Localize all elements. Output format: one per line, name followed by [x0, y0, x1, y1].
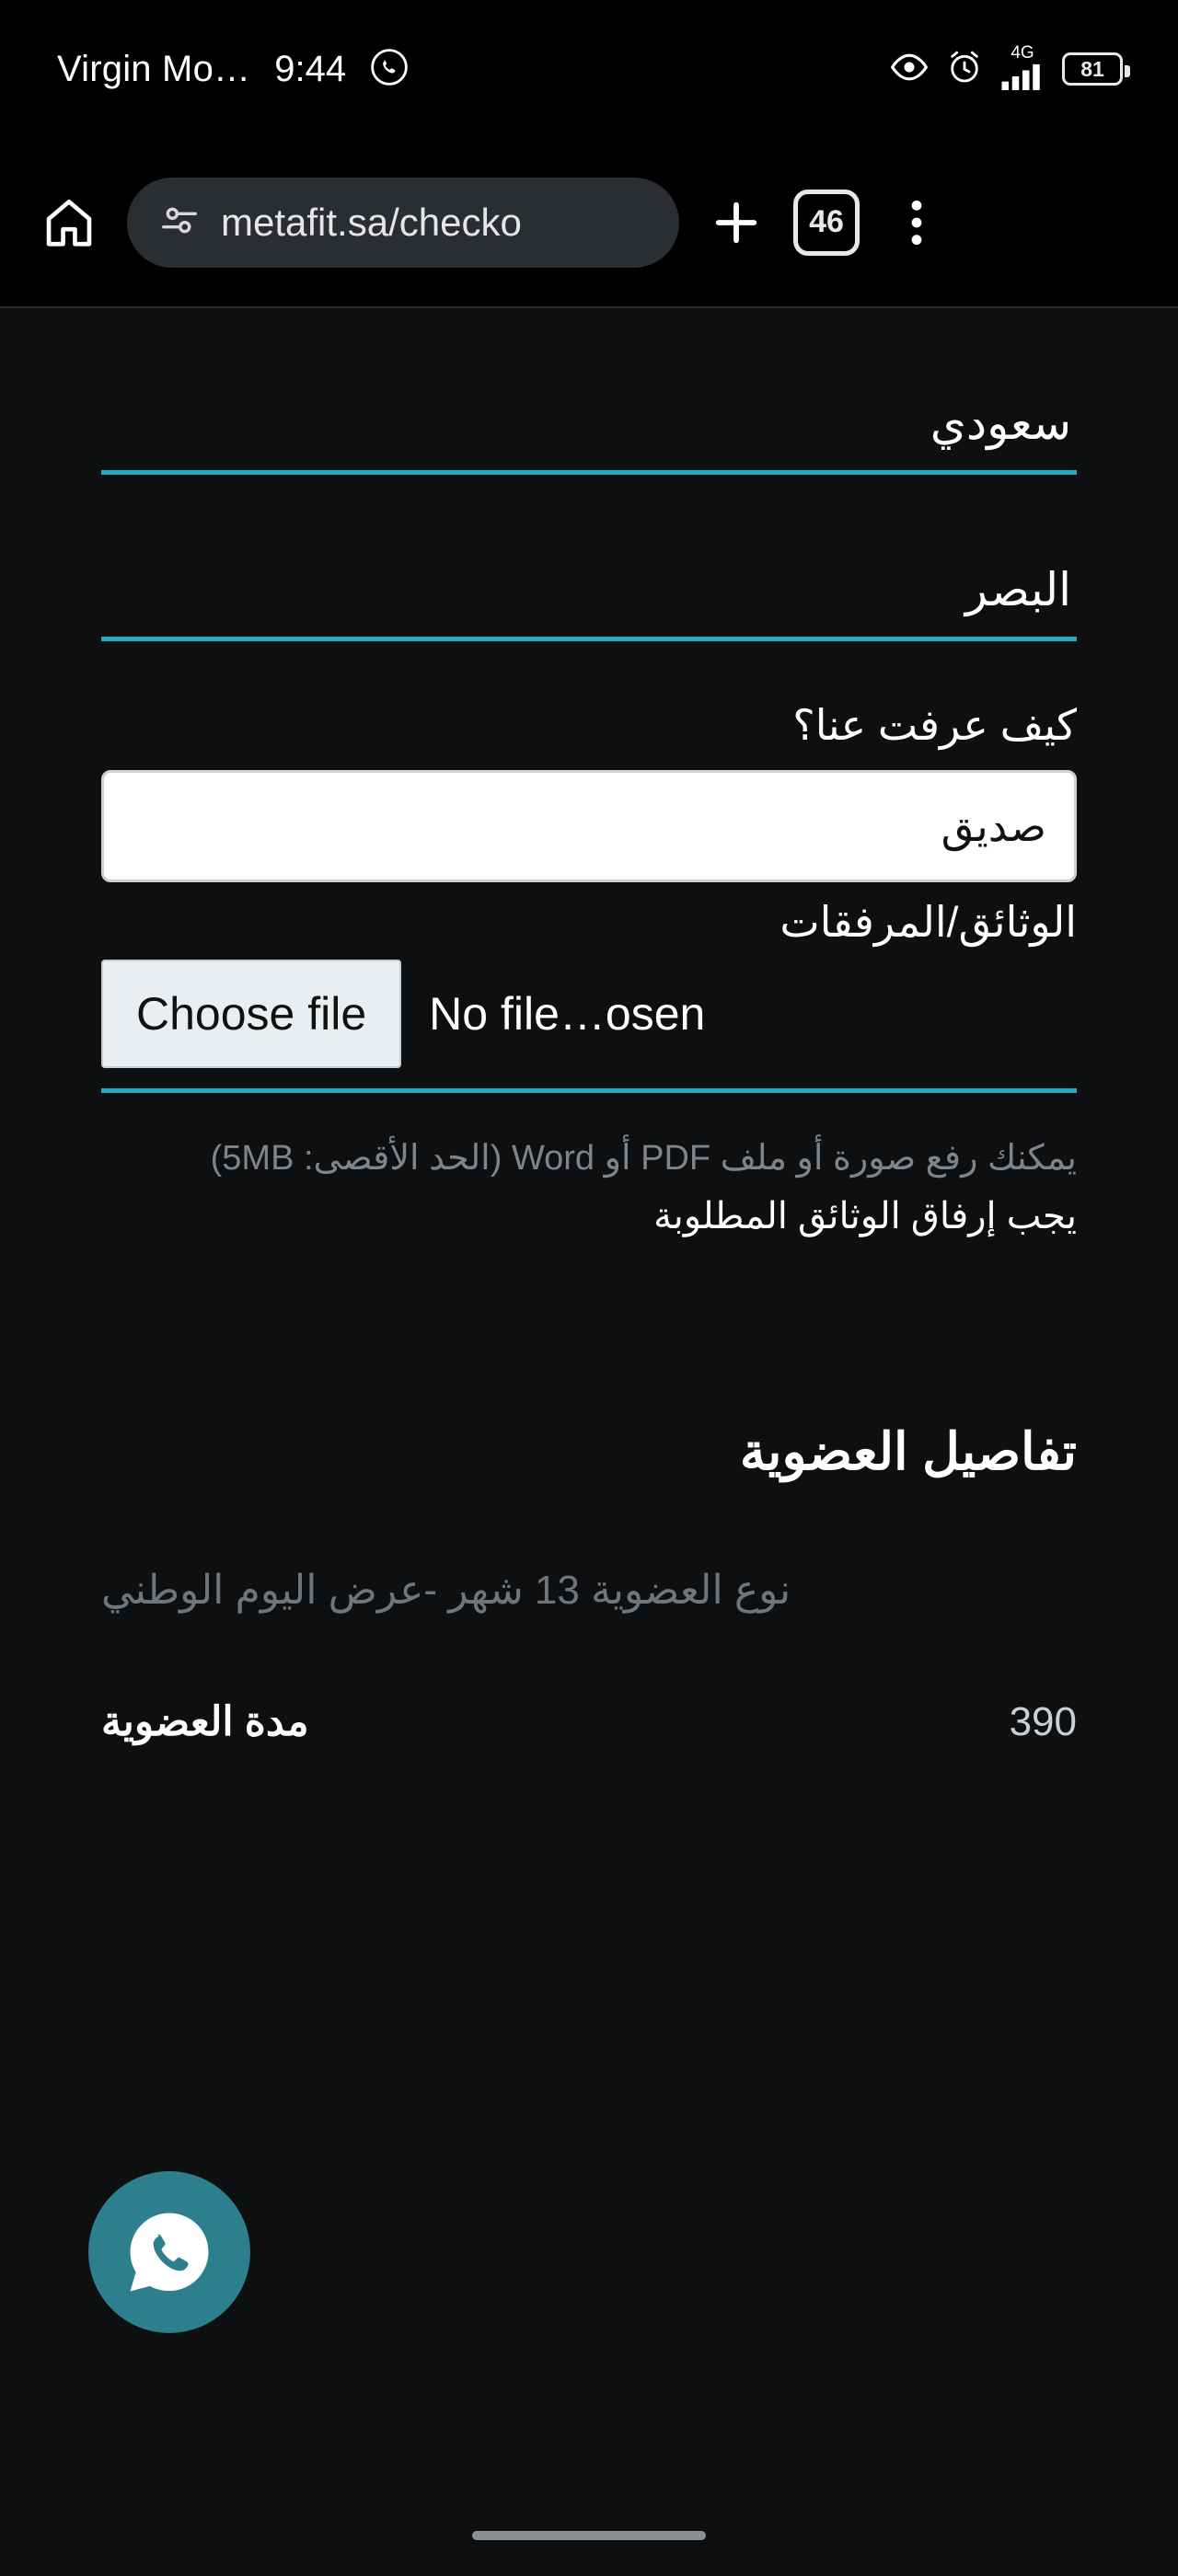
- carrier-label: Virgin Mo…: [57, 48, 251, 89]
- system-nav-bar: [0, 2495, 1178, 2576]
- page-content: [0, 308, 1178, 2495]
- vision-value[interactable]: البصر: [964, 564, 1071, 615]
- tab-switcher-button[interactable]: 46: [793, 190, 860, 256]
- status-bar-left: [57, 48, 409, 91]
- site-settings-icon[interactable]: [158, 201, 201, 243]
- nationality-field[interactable]: [101, 397, 1077, 475]
- membership-type-label: نوع العضوية 13 شهر -عرض اليوم الوطني: [101, 1568, 791, 1614]
- eye-icon: [889, 53, 930, 86]
- referral-select[interactable]: [101, 770, 1077, 882]
- address-bar[interactable]: [127, 178, 679, 268]
- signal-bars-icon: [999, 63, 1045, 95]
- membership-duration-label: مدة العضوية: [101, 1699, 309, 1745]
- browser-toolbar: [0, 138, 1178, 308]
- field-gap-1: [101, 475, 1077, 563]
- file-status-text: No file…osen: [429, 988, 706, 1040]
- top-spacer: [101, 308, 1077, 397]
- referral-field[interactable]: [101, 700, 1077, 882]
- choose-file-button[interactable]: Choose file: [101, 960, 401, 1068]
- membership-duration-row: [101, 1614, 1077, 1745]
- home-gesture-bar[interactable]: [472, 2531, 706, 2540]
- clock-label: 9:44: [274, 48, 347, 89]
- referral-selected-value: صديق: [941, 802, 1046, 850]
- home-icon[interactable]: [33, 187, 105, 259]
- attachments-label: الوثائق/المرفقات: [780, 898, 1077, 946]
- status-bar: [0, 0, 1178, 138]
- whatsapp-icon: [121, 2204, 217, 2300]
- file-input-row[interactable]: [101, 960, 1077, 1088]
- membership-section-title: تفاصيل العضوية: [739, 1422, 1077, 1481]
- nationality-value[interactable]: سعودي: [930, 397, 1071, 449]
- overflow-menu-icon[interactable]: [882, 188, 952, 258]
- whatsapp-icon: [370, 48, 409, 91]
- url-text[interactable]: metafit.sa/checko: [221, 200, 522, 244]
- field-gap-2: [101, 641, 1077, 700]
- network-indicator: [999, 44, 1045, 95]
- upload-hint: يمكنك رفع صورة أو ملف PDF أو Word (الحد الأقصى: 5MB): [210, 1139, 1077, 1178]
- whatsapp-float-button[interactable]: [88, 2171, 250, 2333]
- referral-label: كيف عرفت عنا؟: [792, 701, 1077, 749]
- membership-duration-value: 390: [1009, 1698, 1077, 1744]
- attachments-field: [101, 882, 1077, 1237]
- membership-type-row: [101, 1482, 1077, 1614]
- required-documents-note: يجب إرفاق الوثائق المطلوبة: [653, 1196, 1077, 1237]
- battery-indicator: 81: [1062, 52, 1123, 86]
- alarm-icon: [946, 49, 983, 90]
- vision-field[interactable]: [101, 563, 1077, 641]
- plus-icon[interactable]: [701, 188, 771, 258]
- status-bar-right: [889, 44, 1123, 95]
- network-type-label: 4G: [1011, 42, 1034, 63]
